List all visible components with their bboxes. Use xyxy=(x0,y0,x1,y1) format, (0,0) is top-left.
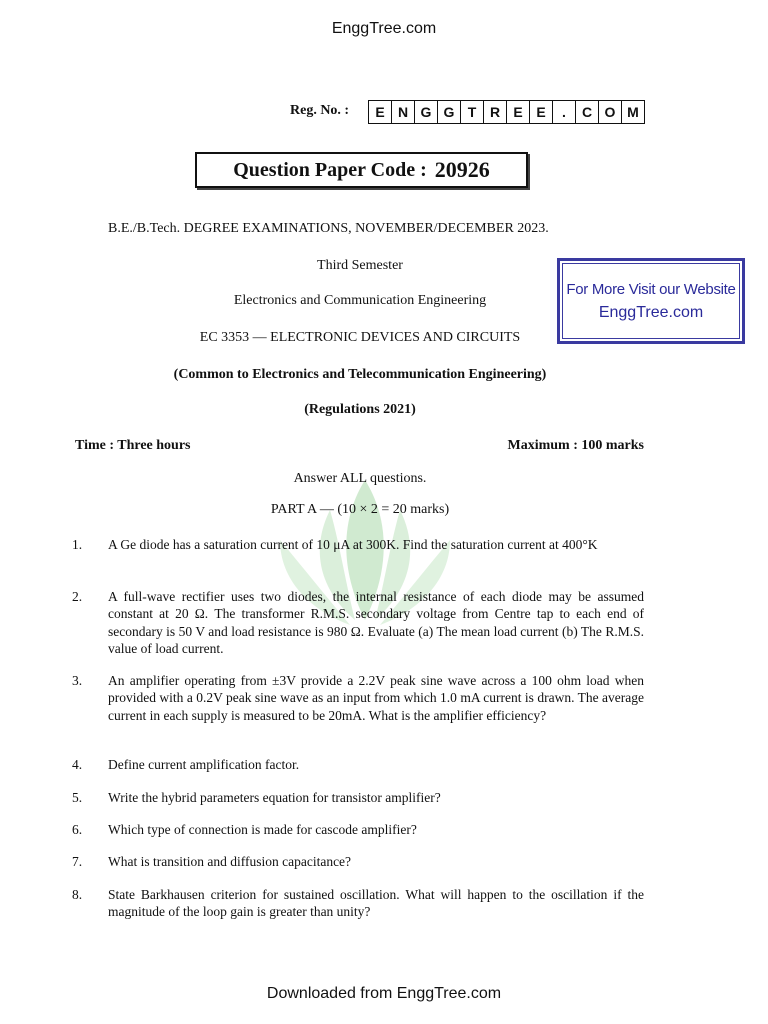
regulations: (Regulations 2021) xyxy=(304,402,416,417)
subject-title: EC 3353 — ELECTRONIC DEVICES AND CIRCUITS xyxy=(199,330,521,345)
website-promo-link[interactable] xyxy=(557,258,745,344)
question-number: 4. xyxy=(72,757,83,772)
question-paper-code-box xyxy=(195,152,528,188)
question-item xyxy=(72,536,644,553)
question-text: What is transition and diffusion capacitance? xyxy=(108,854,352,869)
common-to-note: (Common to Electronics and Telecommunication Engineering) xyxy=(173,367,547,382)
reg-no-cell: G xyxy=(415,101,438,123)
reg-no-cell: . xyxy=(553,101,576,123)
question-item xyxy=(72,853,644,870)
reg-no-cell: G xyxy=(438,101,461,123)
question-number: 6. xyxy=(72,822,83,837)
semester: Third Semester xyxy=(317,258,403,273)
promo-line-1: For More Visit our Website xyxy=(566,280,736,298)
site-header: EnggTree.com xyxy=(331,20,437,37)
department: Electronics and Communication Engineering xyxy=(233,293,487,308)
instruction: Answer ALL questions. xyxy=(293,471,427,486)
question-item xyxy=(72,588,644,658)
question-number: 7. xyxy=(72,854,83,869)
website-promo-inner xyxy=(562,263,740,339)
reg-no-cell: O xyxy=(599,101,622,123)
question-number: 8. xyxy=(72,887,83,902)
question-text: A Ge diode has a saturation current of 10 μA at 300K. Find the saturation current at 400°K xyxy=(108,537,598,552)
question-item xyxy=(72,672,644,724)
question-item xyxy=(72,821,644,838)
question-paper-code: 20926 xyxy=(434,157,490,182)
reg-no-cell: M xyxy=(622,101,645,123)
reg-no-boxes xyxy=(368,100,645,124)
reg-no-cell: N xyxy=(392,101,415,123)
maximum-marks: Maximum : 100 marks xyxy=(507,438,644,453)
question-paper-code-label: Question Paper Code : xyxy=(233,158,427,181)
question-text: State Barkhausen criterion for sustained oscillation. What will happen to the oscillation if the magnitude of the loop gain is greater than unity? xyxy=(108,887,644,920)
reg-no-label: Reg. No. : xyxy=(290,103,350,118)
question-text: Define current amplification factor. xyxy=(108,757,300,772)
question-number: 3. xyxy=(72,673,83,688)
reg-no-cell: E xyxy=(369,101,392,123)
promo-line-2: EnggTree.com xyxy=(598,303,704,321)
question-text: Which type of connection is made for cascode amplifier? xyxy=(108,822,417,837)
question-item xyxy=(72,886,644,921)
reg-no-cell: E xyxy=(507,101,530,123)
download-footer: Downloaded from EnggTree.com xyxy=(266,985,502,1002)
question-item xyxy=(72,789,644,806)
reg-no-cell: R xyxy=(484,101,507,123)
question-text: Write the hybrid parameters equation for transistor amplifier? xyxy=(108,790,441,805)
reg-no-cell: E xyxy=(530,101,553,123)
question-number: 1. xyxy=(72,537,83,552)
reg-no-cell: C xyxy=(576,101,599,123)
exam-title: B.E./B.Tech. DEGREE EXAMINATIONS, NOVEMBER/DECEMBER 2023. xyxy=(108,221,549,236)
exam-duration: Time : Three hours xyxy=(75,438,191,453)
part-a-heading: PART A — (10 × 2 = 20 marks) xyxy=(270,502,450,517)
question-item xyxy=(72,756,644,773)
question-text: A full-wave rectifier uses two diodes, the internal resistance of each diode may be assumed constant at 20 Ω. The transformer R.M.S. secondary voltage from Centre tap to each end of secondary is 50 V and load resistance is 980 Ω. Evaluate (a) The mean load current (b) The R.M.S. value of load current. xyxy=(108,589,644,657)
question-number: 5. xyxy=(72,790,83,805)
reg-no-cell: T xyxy=(461,101,484,123)
question-number: 2. xyxy=(72,589,83,604)
question-text: An amplifier operating from ±3V provide a 2.2V peak sine wave across a 100 ohm load when provided with a 0.2V peak sine wave as an input from which 1.0 mA current is drawn. The average current in each supply is measured to be 20mA. What is the amplifier efficiency? xyxy=(108,673,644,723)
